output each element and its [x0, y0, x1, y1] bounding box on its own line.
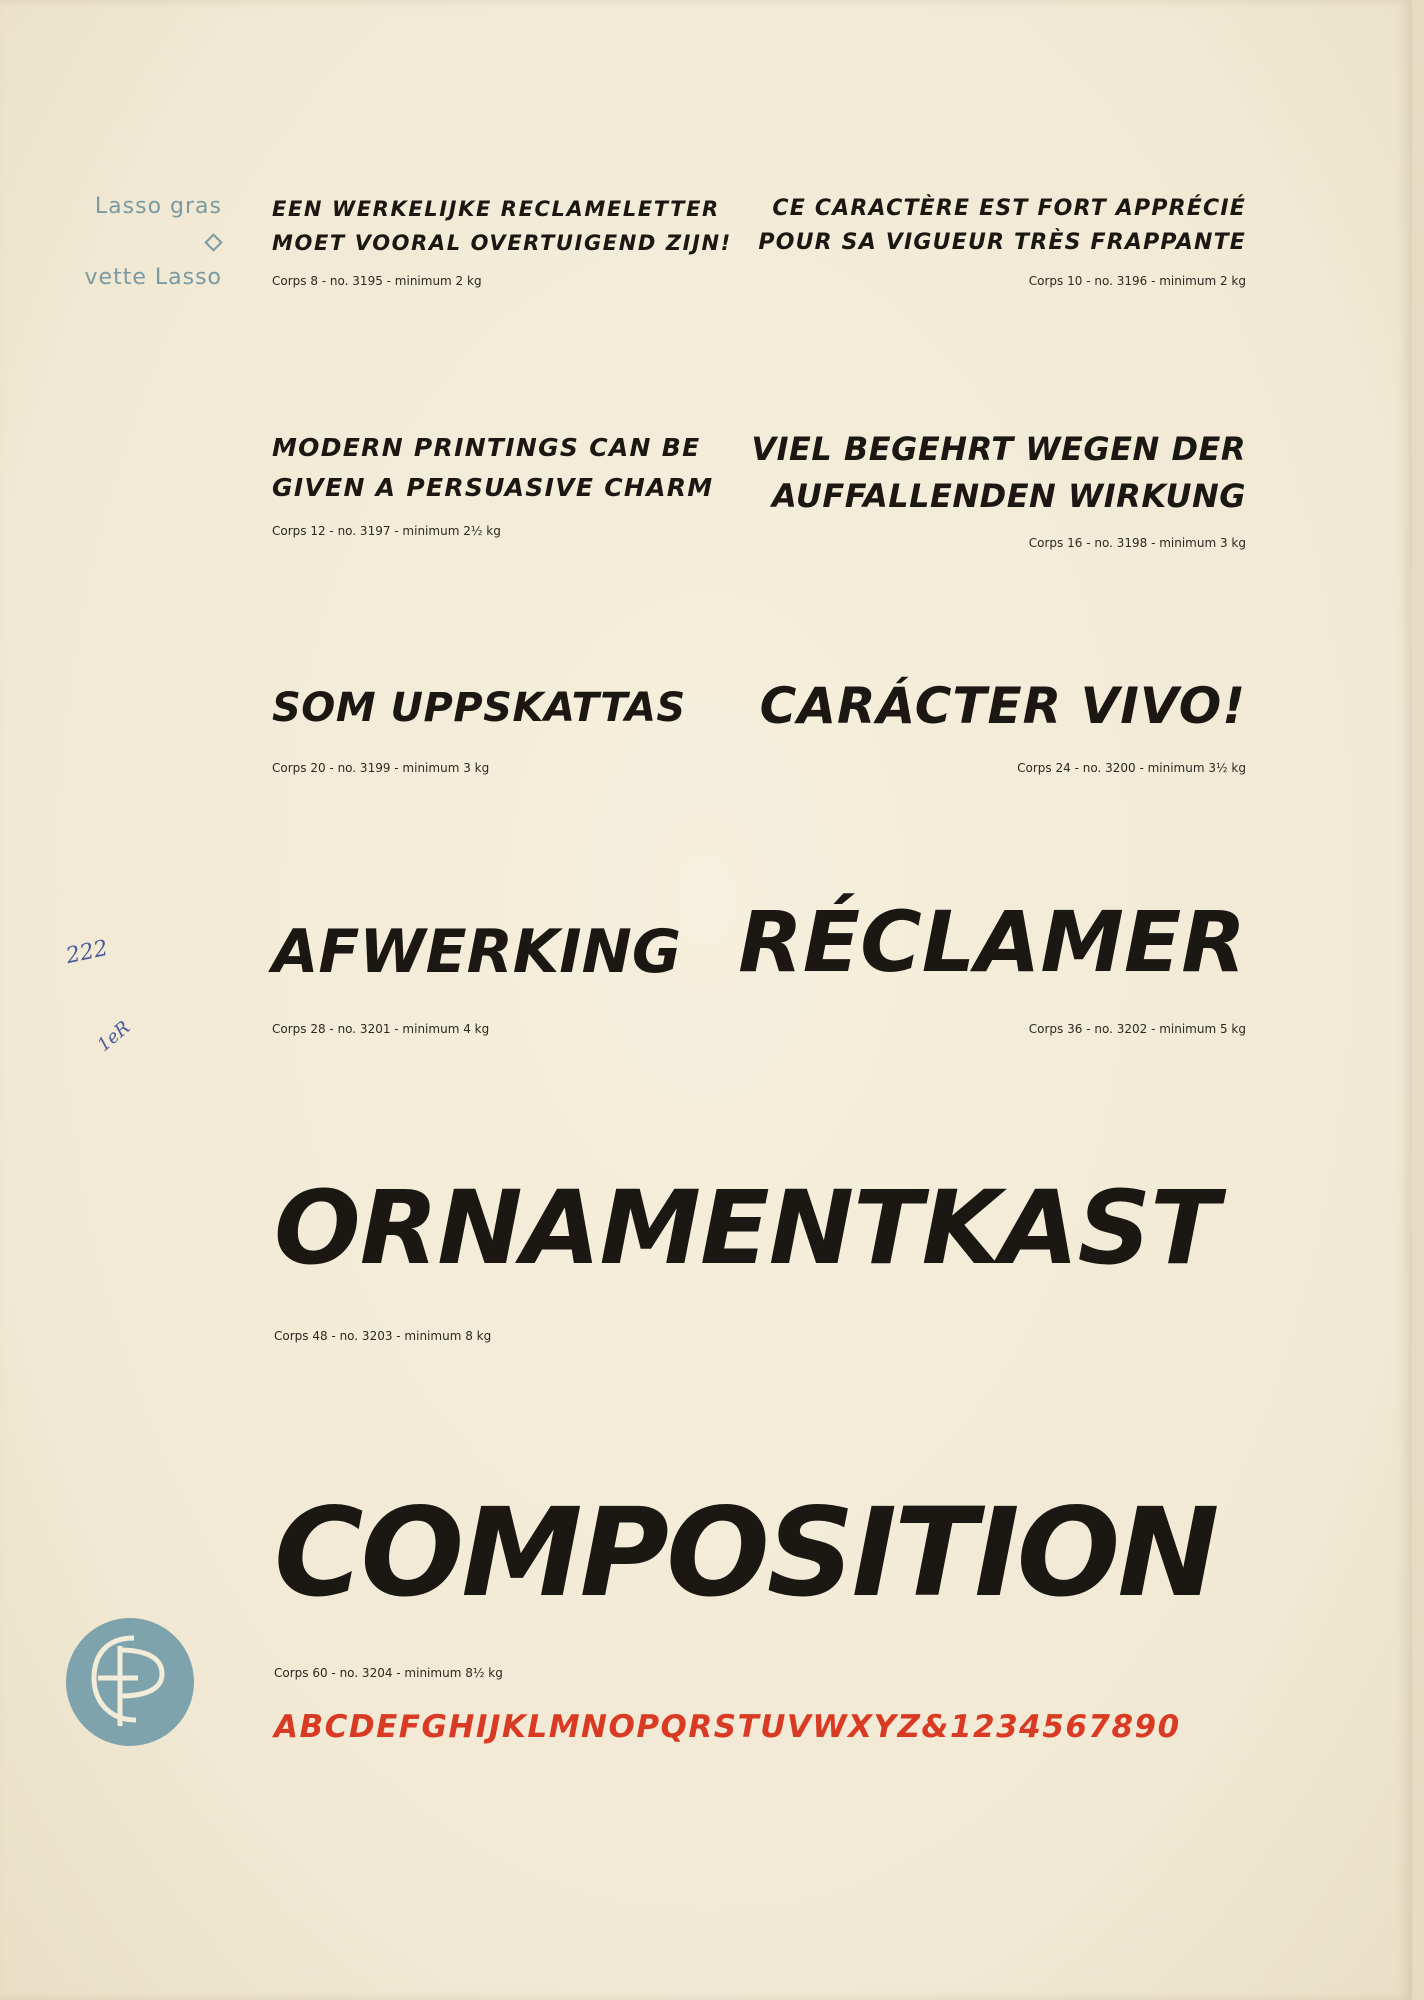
sample-line: CE CARACTÈRE EST FORT APPRÉCIÉ: [772, 196, 1246, 221]
sample-line: VIEL BEGEHRT WEGEN DER: [751, 430, 1246, 468]
sample-line: AUFFALLENDEN WIRKUNG: [772, 477, 1246, 515]
caption-corps-12: Corps 12 - no. 3197 - minimum 2½ kg: [272, 524, 501, 538]
pencil-note-1: 222: [63, 935, 111, 970]
sample-line: MOET VOORAL OVERTUIGEND ZIJN!: [272, 231, 732, 255]
sample-corps-16: [720, 426, 1246, 520]
sample-corps-8: [272, 192, 732, 260]
sample-line: GIVEN A PERSUASIVE CHARM: [272, 473, 714, 502]
caption-corps-24: Corps 24 - no. 3200 - minimum 3½ kg: [1017, 761, 1246, 775]
sample-corps-28: AFWERKING: [272, 917, 682, 987]
caption-corps-8: Corps 8 - no. 3195 - minimum 2 kg: [272, 274, 482, 288]
sample-corps-10: [720, 192, 1246, 260]
sample-corps-12: [272, 428, 714, 508]
sample-line: POUR SA VIGUEUR TRÈS FRAPPANTE: [758, 230, 1246, 255]
typeface-name-fr: Lasso gras: [94, 194, 222, 219]
sample-corps-48: ORNAMENTKAST: [274, 1169, 1219, 1288]
caption-corps-20: Corps 20 - no. 3199 - minimum 3 kg: [272, 761, 490, 775]
caption-corps-16: Corps 16 - no. 3198 - minimum 3 kg: [1028, 536, 1246, 550]
typeface-name-nl: vette Lasso: [84, 265, 222, 290]
caption-corps-10: Corps 10 - no. 3196 - minimum 2 kg: [1028, 274, 1246, 288]
sample-line: EEN WERKELIJKE RECLAMELETTER: [272, 197, 720, 221]
sample-corps-20: SOM UPPSKATTAS: [272, 685, 686, 731]
caption-corps-28: Corps 28 - no. 3201 - minimum 4 kg: [272, 1022, 490, 1036]
sample-line: MODERN PRINTINGS CAN BE: [272, 433, 701, 462]
pencil-note-2: 1eR: [93, 1016, 135, 1057]
sample-corps-60: COMPOSITION: [274, 1482, 1217, 1624]
caption-corps-48: Corps 48 - no. 3203 - minimum 8 kg: [274, 1329, 492, 1343]
sample-corps-36: RÉCLAMER: [738, 893, 1246, 991]
alphabet-line: ABCDEFGHIJKLMNOPQRSTUVWXYZ&1234567890: [274, 1709, 1181, 1745]
foundry-logo-icon: [64, 1616, 196, 1748]
caption-corps-60: Corps 60 - no. 3204 - minimum 8½ kg: [274, 1666, 503, 1680]
page-edge: [1412, 0, 1424, 2000]
caption-corps-36: Corps 36 - no. 3202 - minimum 5 kg: [1028, 1022, 1246, 1036]
sample-corps-24: CARÁCTER VIVO!: [759, 677, 1246, 735]
